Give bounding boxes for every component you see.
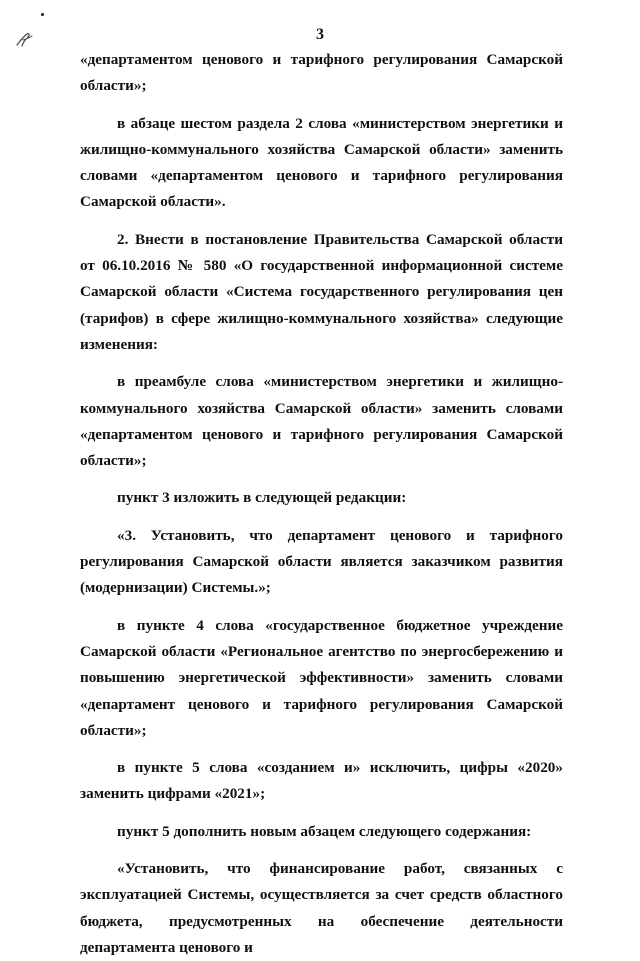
paragraph: 2. Внести в постановление Правительства Самарской области от 06.10.2016 № 580 «О государственной информационной системе Самарской области «Система государственного регулирования цен (тарифов) в сфере жилищно-коммунального хозяйства» следующие изменения: [80, 230, 563, 353]
paragraph: «департаментом ценового и тарифного регулирования Самарской области»; [80, 51, 563, 95]
page-number: 3 [316, 26, 324, 43]
margin-dot [41, 13, 44, 16]
paragraph: «3. Установить, что департамент ценового и тарифного регулирования Самарской области является заказчиком развития (модернизации) Системы.»; [80, 526, 563, 597]
paragraph: пункт 3 изложить в следующей редакции: [117, 489, 407, 507]
paragraph: в пункте 5 слова «созданием и» исключить, цифры «2020» заменить цифрами «2021»; [80, 759, 563, 803]
paragraph: в абзаце шестом раздела 2 слова «министерством энергетики и жилищно-коммунального хозяйства Самарской области» заменить словами «департаментом ценового и тарифного регулирования Самарской области». [80, 114, 563, 211]
paragraph: в пункте 4 слова «государственное бюджетное учреждение Самарской области «Региональное агентство по энергосбережению и повышению энергетической эффективности» заменить словами «департамент ценового и тарифного регулирования Самарской области»; [80, 616, 563, 739]
paragraph: в преамбуле слова «министерством энергетики и жилищно-коммунального хозяйства Самарской области» заменить словами «департаментом ценового и тарифного регулирования Самарской области»; [80, 373, 563, 470]
paragraph: «Установить, что финансирование работ, связанных с эксплуатацией Системы, осуществляется за счет средств областного бюджета, предусмотренных на обеспечение деятельности департамента ценового и [80, 860, 563, 956]
document-body [80, 47, 563, 961]
paragraph: пункт 5 дополнить новым абзацем следующего содержания: [117, 822, 532, 840]
